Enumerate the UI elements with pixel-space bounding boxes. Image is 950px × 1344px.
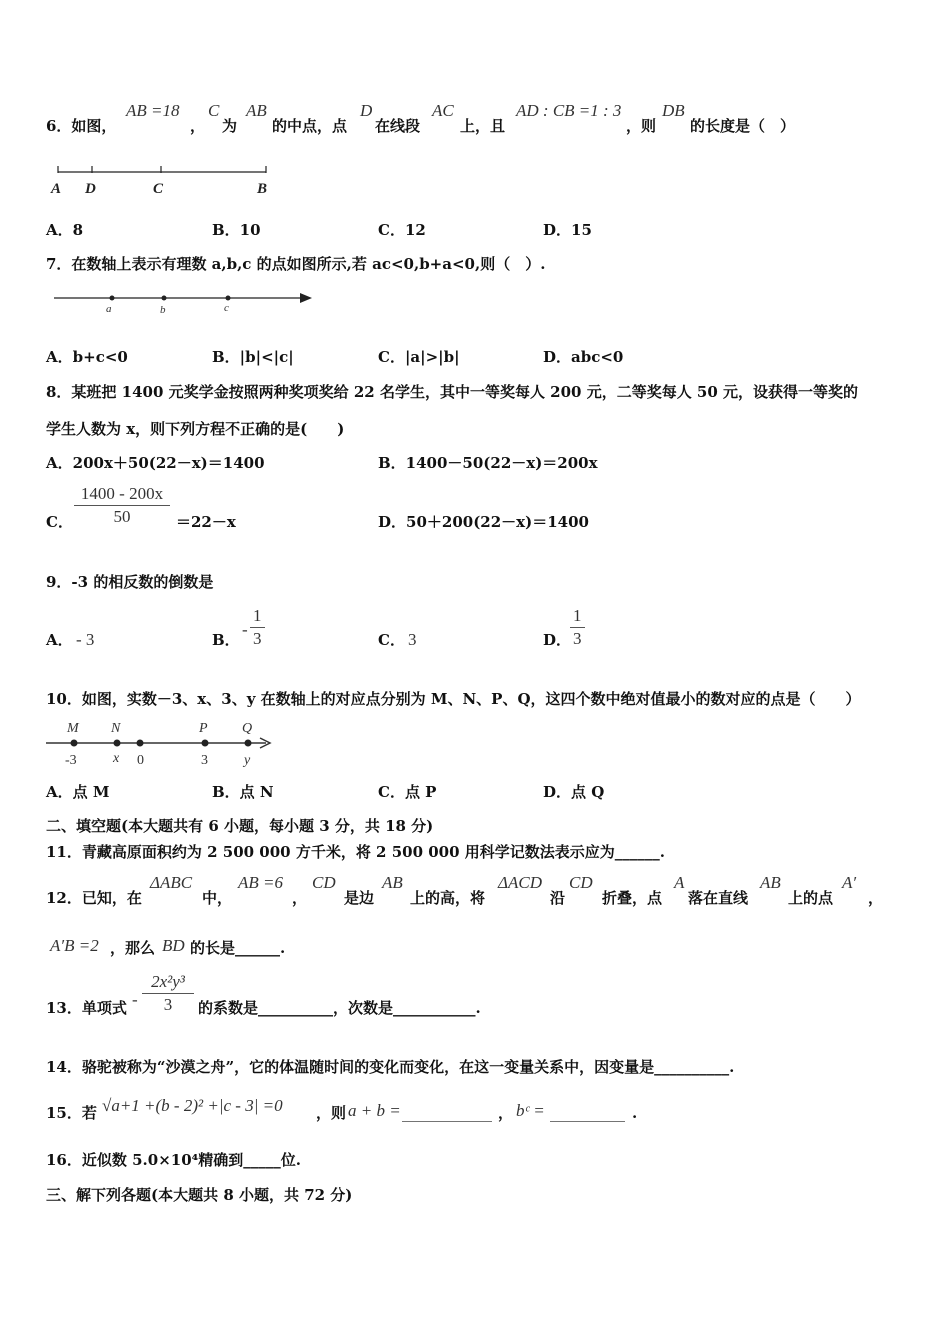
q6-ab18: AB =18 [126,101,180,120]
q7-point-c [226,296,231,301]
q12-cd: CD [312,873,336,892]
q15-number: 15．若 [46,1104,97,1122]
q7-label-c: c [224,302,229,314]
q7-label-a: a [106,303,112,315]
q10-value-q: y [244,753,251,768]
q10-label-p: P [199,721,208,736]
q10-point-p [202,740,209,747]
q6-tail: 的长度是（ ） [690,117,796,135]
q10-value-zero: 0 [137,753,144,768]
q6-wei: 为 [222,117,238,135]
q12-ab6: AB =6 [238,873,283,892]
q6-d: D [360,101,373,120]
q15-end: . [632,1104,638,1122]
q12-ab: AB [382,873,403,892]
q8-option-d: D．50＋200(22－x)＝1400 [378,513,589,531]
section-2-heading: 二、填空题(本大题共有 6 小题，每小题 3 分，共 18 分) [46,817,434,835]
q15-blank-2: __________ [550,1104,625,1122]
q10-option-d: D．点 Q [543,783,605,801]
q12-comma: ， [292,889,308,907]
q10-value-n: x [113,751,120,766]
q9-option-d-label: D． [543,631,572,649]
q7-option-a: A．b+c<0 [46,348,128,366]
q6-db: DB [662,101,685,120]
q8-option-c-tail: ＝22－x [176,513,236,531]
q15-sum: a + b = [348,1101,401,1120]
q9-option-c-value: 3 [408,630,417,649]
q12-point-a: A [674,873,685,892]
q9-option-a-label: A． [46,631,73,649]
q6-label-c: C [153,181,164,197]
q6-comma: ， [190,117,206,135]
q15-power: bᶜ = [516,1101,545,1120]
q6-option-d: D．15 [543,221,592,239]
q10-option-b: B．点 N [212,783,274,801]
q7-axis-arrow-icon [300,293,312,303]
q7-label-b: b [160,304,166,316]
q9-option-b-denominator: 3 [250,627,265,649]
q13-numerator: 2x²y³ [151,972,185,991]
q6-label-a: A [51,181,62,197]
q7-number-line-figure [50,288,320,318]
q12-number: 12．已知，在 [46,889,142,907]
q8-option-b: B．1400－50(22－x)＝200x [378,454,598,472]
q7-point-b [162,296,167,301]
q7-option-d: D．abc<0 [543,348,624,366]
q12-triangle-abc: ΔABC [150,873,193,892]
q8-stem-line2: 学生人数为 x，则下列方程不正确的是( ) [46,420,345,438]
q12-text-then: ，那么 [110,939,156,957]
q7-point-a [110,296,115,301]
q8-option-c-label: C． [46,513,73,531]
q13-denominator: 3 [142,993,194,1015]
q6-option-a: A．8 [46,221,84,239]
q9-option-d-denominator: 3 [570,627,585,649]
q8-option-c-fraction [74,484,170,527]
q12-triangle-acd: ΔACD [498,873,542,892]
q12-text-shibian: 是边 [344,889,375,907]
q10-stem: 10．如图，实数－3、x、3、y 在数轴上的对应点分别为 M、N、P、Q，这四个数中绝对值最小的数对应的点是（ ） [46,690,861,708]
q9-option-d-fraction [570,606,585,649]
q15-expression: √a+1 +(b - 2)² +|c - 3| =0 [102,1096,283,1115]
q9-option-d-numerator: 1 [573,606,582,625]
q12-ab-2: AB [760,873,781,892]
q12-text-point: 上的点 [788,889,834,907]
q10-value-m: -3 [65,753,77,768]
q6-c: C [208,101,220,120]
q6-option-c: C．12 [378,221,426,239]
q12-text-yan: 沿 [550,889,566,907]
q10-label-m: M [67,721,79,736]
q10-value-p: 3 [201,753,208,768]
q15-then: ，则 [316,1104,347,1122]
q6-midpoint: 的中点，点 [272,117,348,135]
q6-above: 上，且 [460,117,506,135]
q9-option-b-numerator: 1 [253,606,262,625]
q7-option-b: B．|b|<|c| [212,348,294,366]
q6-segment-figure [46,160,286,200]
q6-onseg: 在线段 [375,117,421,135]
q10-point-n [114,740,121,747]
q13-tail: 的系数是__________，次数是___________. [198,999,481,1017]
q6-ratio: AD : CB =1 : 3 [516,101,622,120]
q10-label-q: Q [242,721,253,736]
q10-number-line-figure [44,716,276,772]
q10-option-a: A．点 M [46,783,110,801]
q9-option-c-label: C． [378,631,405,649]
q9-option-b-fraction [250,606,265,649]
q10-label-n: N [111,721,121,736]
q12-tail: 的长是______. [190,939,286,957]
q9-option-b-sign: - [242,620,248,639]
q9-option-b-label: B． [212,631,240,649]
q13-sign: - [132,990,138,1009]
q6-label-d: D [85,181,96,197]
q12-text-falls: 落在直线 [688,889,749,907]
q12-text-zhong: 中， [202,889,233,907]
q14-stem: 14．骆驼被称为“沙漠之舟”，它的体温随时间的变化而变化，在这一变量关系中，因变量是__________. [46,1058,735,1076]
q12-comma-end: ， [868,889,884,907]
q11-stem: 11．青藏高原面积约为 2 500 000 方千米，将 2 500 000 用科学记数法表示应为______. [46,843,665,861]
q12-text-fold: 折叠，点 [602,889,663,907]
q15-blank-1: ____________ [402,1104,492,1122]
q12-cd-2: CD [569,873,593,892]
q8-option-c-numerator: 1400 - 200x [80,484,164,503]
q10-option-c: C．点 P [378,783,437,801]
q6-option-b: B．10 [212,221,261,239]
q16-stem: 16．近似数 5.0×10⁴精确到_____位. [46,1151,301,1169]
q8-option-a: A．200x＋50(22－x)＝1400 [46,454,265,472]
q10-point-zero [137,740,144,747]
q6-ab: AB [246,101,267,120]
q8-option-c-denominator: 50 [74,505,170,527]
q15-comma: ， [498,1104,514,1122]
section-3-heading: 三、解下列各题(本大题共 8 小题，共 72 分) [46,1186,353,1204]
q9-stem: 9．-3 的相反数的倒数是 [46,573,214,591]
q8-stem-line1: 8．某班把 1400 元奖学金按照两种奖项奖给 22 名学生，其中一等奖每人 200 元，二等奖每人 50 元，设获得一等奖的 [46,383,859,401]
q12-a-prime: A′ [842,873,857,892]
q6-label-b: B [257,181,268,197]
q6-ac: AC [432,101,454,120]
q10-point-m [71,740,78,747]
q9-option-a-value: - 3 [76,630,95,649]
q6-number: 6．如图， [46,117,117,135]
q13-fraction [142,972,194,1015]
q12-text-height: 上的高，将 [410,889,486,907]
q13-number: 13．单项式 [46,999,127,1017]
q12-bd: BD [162,936,185,955]
q10-point-q [245,740,252,747]
q12-a-prime-b: A′B =2 [50,936,99,955]
q6-then: ，则 [626,117,657,135]
q7-option-c: C．|a|>|b| [378,348,460,366]
q7-stem: 7．在数轴上表示有理数 a,b,c 的点如图所示,若 ac<0,b+a<0,则（ ）. [46,255,546,273]
